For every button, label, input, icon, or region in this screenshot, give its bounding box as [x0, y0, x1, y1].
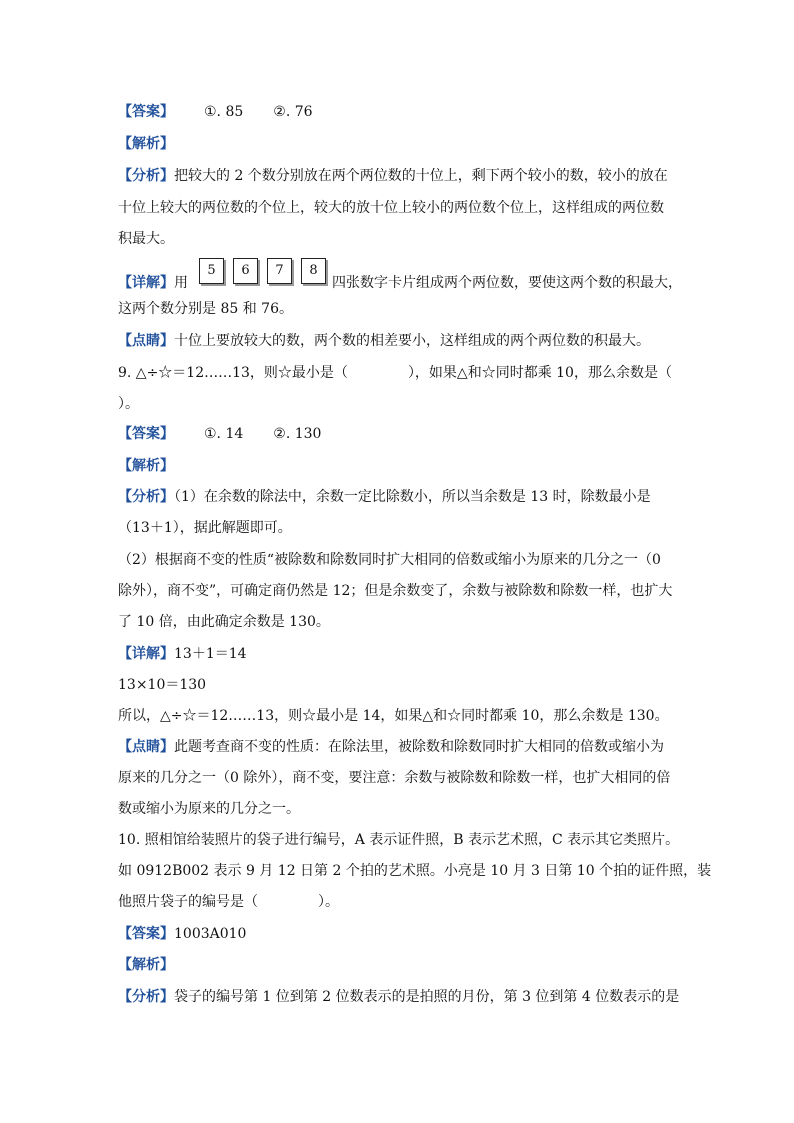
q10-stem-line-3	[118, 892, 339, 912]
q9-fenxi-line-5: 了 10 倍，由此确定余数是 130。	[118, 614, 330, 630]
q9-answer-line	[118, 424, 321, 444]
q9-dianjing-text-1: 此题考查商不变的性质：在除法里，被除数和除数同时扩大相同的倍数或缩小为	[174, 739, 664, 755]
fenxi-tag: 【分析】	[118, 168, 174, 184]
q9-stem-line-2: ）。	[118, 396, 139, 412]
q8-answer-1: ①. 85	[204, 104, 244, 120]
q8-answer-2: ②. 76	[273, 104, 313, 120]
q9-stem-line-1	[118, 363, 672, 383]
answer-tag: 【答案】	[118, 926, 174, 942]
q8-fenxi-line-1	[118, 166, 668, 186]
q9-dianjing-line-1	[118, 737, 664, 757]
q8-detail-post: 四张数字卡片组成两个两位数，要使这两个数的积最大，	[332, 275, 682, 291]
q9-dianjing-line-2: 原来的几分之一（0 除外），商不变，要注意：余数与被除数和除数一样，也扩大相同的倍	[118, 770, 671, 786]
number-card: 6	[233, 258, 258, 284]
q10-fenxi-text-1: 袋子的编号第 1 位到第 2 位数表示的是拍照的月份，第 3 位到第 4 位数表示的是	[174, 989, 680, 1005]
dianjing-tag: 【点睛】	[118, 333, 174, 349]
dianjing-tag: 【点睛】	[118, 739, 174, 755]
q8-analysis-heading	[118, 134, 174, 154]
q9-answer-1: ①. 14	[204, 426, 244, 442]
q9-analysis-heading	[118, 456, 174, 476]
q9-detail-line-1	[118, 644, 247, 664]
fenxi-tag: 【分析】	[118, 989, 174, 1005]
fenxi-tag: 【分析】	[118, 489, 174, 505]
q10-fenxi-line-1	[118, 987, 679, 1007]
analysis-tag: 【解析】	[118, 957, 174, 973]
q9-detail-line-2: 13×10＝130	[118, 677, 207, 693]
q9-detail-line-3: 所以，△÷☆＝12……13，则☆最小是 14，如果△和☆同时都乘 10，那么余数是 130。	[118, 708, 669, 724]
number-card: 7	[267, 258, 292, 284]
number-card: 5	[199, 258, 224, 284]
analysis-tag: 【解析】	[118, 458, 174, 474]
q10-answer: 1003A010	[174, 926, 247, 942]
q8-answer-line	[118, 102, 313, 122]
answer-tag: 【答案】	[118, 426, 174, 442]
q8-fenxi-text-1: 把较大的 2 个数分别放在两个两位数的十位上，剩下两个较小的数，较小的放在	[174, 168, 668, 184]
number-cards	[199, 258, 335, 284]
analysis-tag: 【解析】	[118, 136, 174, 152]
q10-stem-part-a: 他照片袋子的编号是（	[118, 894, 258, 910]
q9-fenxi-line-4: 除外），商不变”，可确定商仍然是 12；但是余数变了，余数与被除数和除数一样，也扩大	[118, 583, 673, 599]
q10-answer-line	[118, 924, 246, 944]
q8-fenxi-line-3: 积最大。	[118, 231, 174, 247]
q9-fenxi-line-2: （13＋1），据此解题即可。	[118, 520, 292, 536]
q9-stem-part-b: ），如果△和☆同时都乘 10，那么余数是（	[407, 365, 672, 381]
q9-detail-text-1: 13＋1＝14	[174, 646, 247, 662]
q8-dianjing-text: 十位上要放较大的数，两个数的相差要小，这样组成的两个两位数的积最大。	[174, 333, 650, 349]
answer-tag: 【答案】	[118, 104, 174, 120]
q9-fenxi-line-3: （2）根据商不变的性质“被除数和除数同时扩大相同的倍数或缩小为原来的几分之一（0	[118, 552, 661, 568]
q10-stem-part-b: ）。	[318, 894, 339, 910]
q8-detail-line-1	[118, 273, 188, 293]
q10-stem-line-1: 10. 照相馆给装照片的袋子进行编号，A 表示证件照，B 表示艺术照，C 表示其它类照片。	[118, 832, 680, 848]
q9-stem-part-a: 9. △÷☆＝12……13，则☆最小是（	[118, 365, 348, 381]
q8-dianjing-line	[118, 331, 650, 351]
detail-tag: 【详解】	[118, 275, 174, 291]
q9-fenxi-line-1	[118, 487, 651, 507]
q9-answer-2: ②. 130	[273, 426, 322, 442]
q10-analysis-heading	[118, 955, 174, 975]
q9-dianjing-line-3: 数或缩小为原来的几分之一。	[118, 801, 300, 817]
q8-detail-line-2: 这两个数分别是 85 和 76。	[118, 301, 293, 317]
detail-tag: 【详解】	[118, 646, 174, 662]
q10-stem-line-2: 如 0912B002 表示 9 月 12 日第 2 个拍的艺术照。小亮是 10 月 3 日第 10 个拍的证件照，装	[118, 863, 712, 879]
q9-fenxi-text-1: （1）在余数的除法中，余数一定比除数小，所以当余数是 13 时，除数最小是	[174, 489, 651, 505]
q8-fenxi-line-2: 十位上较大的两位数的个位上，较大的放十位上较小的两位数个位上，这样组成的两位数	[118, 200, 664, 216]
q8-detail-pre: 用	[174, 275, 188, 291]
number-card: 8	[301, 258, 326, 284]
